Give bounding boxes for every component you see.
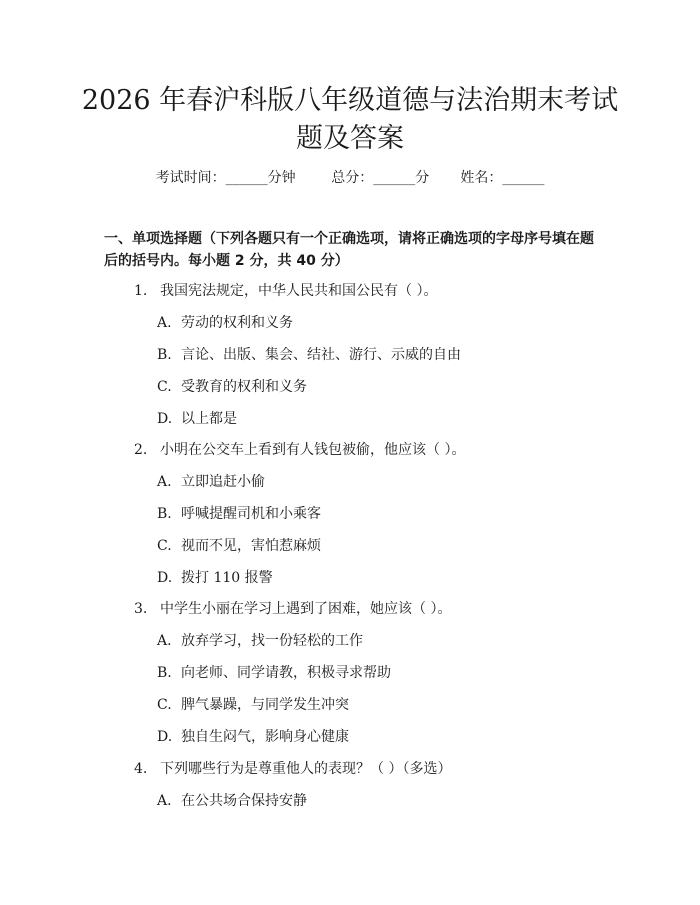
- option-letter: A.: [157, 793, 172, 809]
- question-1: [134, 281, 437, 301]
- option-letter: A.: [157, 474, 172, 490]
- option-text: 放弃学习，找一份轻松的工作: [181, 633, 363, 649]
- name-blank: ______: [502, 170, 545, 186]
- option-text: 劳动的权利和义务: [181, 315, 293, 331]
- option-1b: [157, 345, 461, 365]
- option-text: 立即追赶小偷: [181, 474, 265, 490]
- page-title-line2: 题及答案: [296, 123, 404, 154]
- option-letter: C.: [157, 697, 172, 713]
- option-2d: [157, 568, 273, 588]
- score-label: 总分：: [331, 170, 374, 186]
- question-number: 2.: [134, 442, 148, 458]
- option-letter: C.: [157, 379, 172, 395]
- minutes-unit: 分钟: [267, 170, 296, 186]
- option-text: 脾气暴躁，与同学发生冲突: [181, 697, 349, 713]
- question-3: [134, 599, 451, 619]
- option-3d: [157, 727, 349, 747]
- option-text: 受教育的权利和义务: [181, 379, 307, 395]
- page-title-line1: 2026 年春沪科版八年级道德与法治期末考试: [81, 85, 619, 116]
- option-3a: [157, 631, 363, 651]
- option-2a: [157, 472, 265, 492]
- option-text: 视而不见，害怕惹麻烦: [181, 538, 321, 554]
- option-letter: D.: [157, 729, 173, 745]
- option-text: 向老师、同学请教，积极寻求帮助: [181, 665, 391, 681]
- exam-time-label: 考试时间：: [155, 170, 226, 186]
- exam-meta: [0, 168, 700, 188]
- question-2: [134, 440, 465, 460]
- option-text: 在公共场合保持安静: [181, 793, 307, 809]
- question-text: 我国宪法规定，中华人民共和国公民有（ ）。: [160, 283, 438, 299]
- option-3b: [157, 663, 391, 683]
- option-letter: B.: [157, 506, 172, 522]
- score-unit: 分: [415, 170, 430, 186]
- section-heading: 一、单项选择题（下列各题只有一个正确选项，请将正确选项的字母序号填在题后的括号内。每小题 2 分，共 40 分）: [104, 231, 594, 269]
- option-4a: [157, 791, 307, 811]
- option-2b: [157, 504, 321, 524]
- question-number: 1.: [134, 283, 148, 299]
- option-1a: [157, 313, 293, 333]
- option-text: 言论、出版、集会、结社、游行、示威的自由: [181, 347, 461, 363]
- question-text: 下列哪些行为是尊重他人的表现？（ ）（多选）: [160, 761, 452, 777]
- option-2c: [157, 536, 321, 556]
- question-text: 中学生小丽在学习上遇到了困难，她应该（ ）。: [160, 601, 452, 617]
- option-text: 拨打 110 报警: [181, 570, 273, 586]
- question-4: [134, 759, 451, 779]
- question-number: 3.: [134, 601, 148, 617]
- option-text: 以上都是: [181, 411, 237, 427]
- option-letter: B.: [157, 347, 172, 363]
- option-text: 呼喊提醒司机和小乘客: [181, 506, 321, 522]
- option-text: 独自生闷气，影响身心健康: [181, 729, 349, 745]
- name-label: 姓名：: [460, 170, 503, 186]
- option-letter: D.: [157, 570, 173, 586]
- option-letter: B.: [157, 665, 172, 681]
- option-1c: [157, 377, 307, 397]
- exam-time-blank: ______: [225, 170, 268, 186]
- option-letter: C.: [157, 538, 172, 554]
- question-number: 4.: [134, 761, 148, 777]
- score-blank: ______: [373, 170, 416, 186]
- option-1d: [157, 409, 237, 429]
- question-text: 小明在公交车上看到有人钱包被偷，他应该（ ）。: [160, 442, 466, 458]
- option-letter: D.: [157, 411, 173, 427]
- option-3c: [157, 695, 349, 715]
- option-letter: A.: [157, 315, 172, 331]
- option-letter: A.: [157, 633, 172, 649]
